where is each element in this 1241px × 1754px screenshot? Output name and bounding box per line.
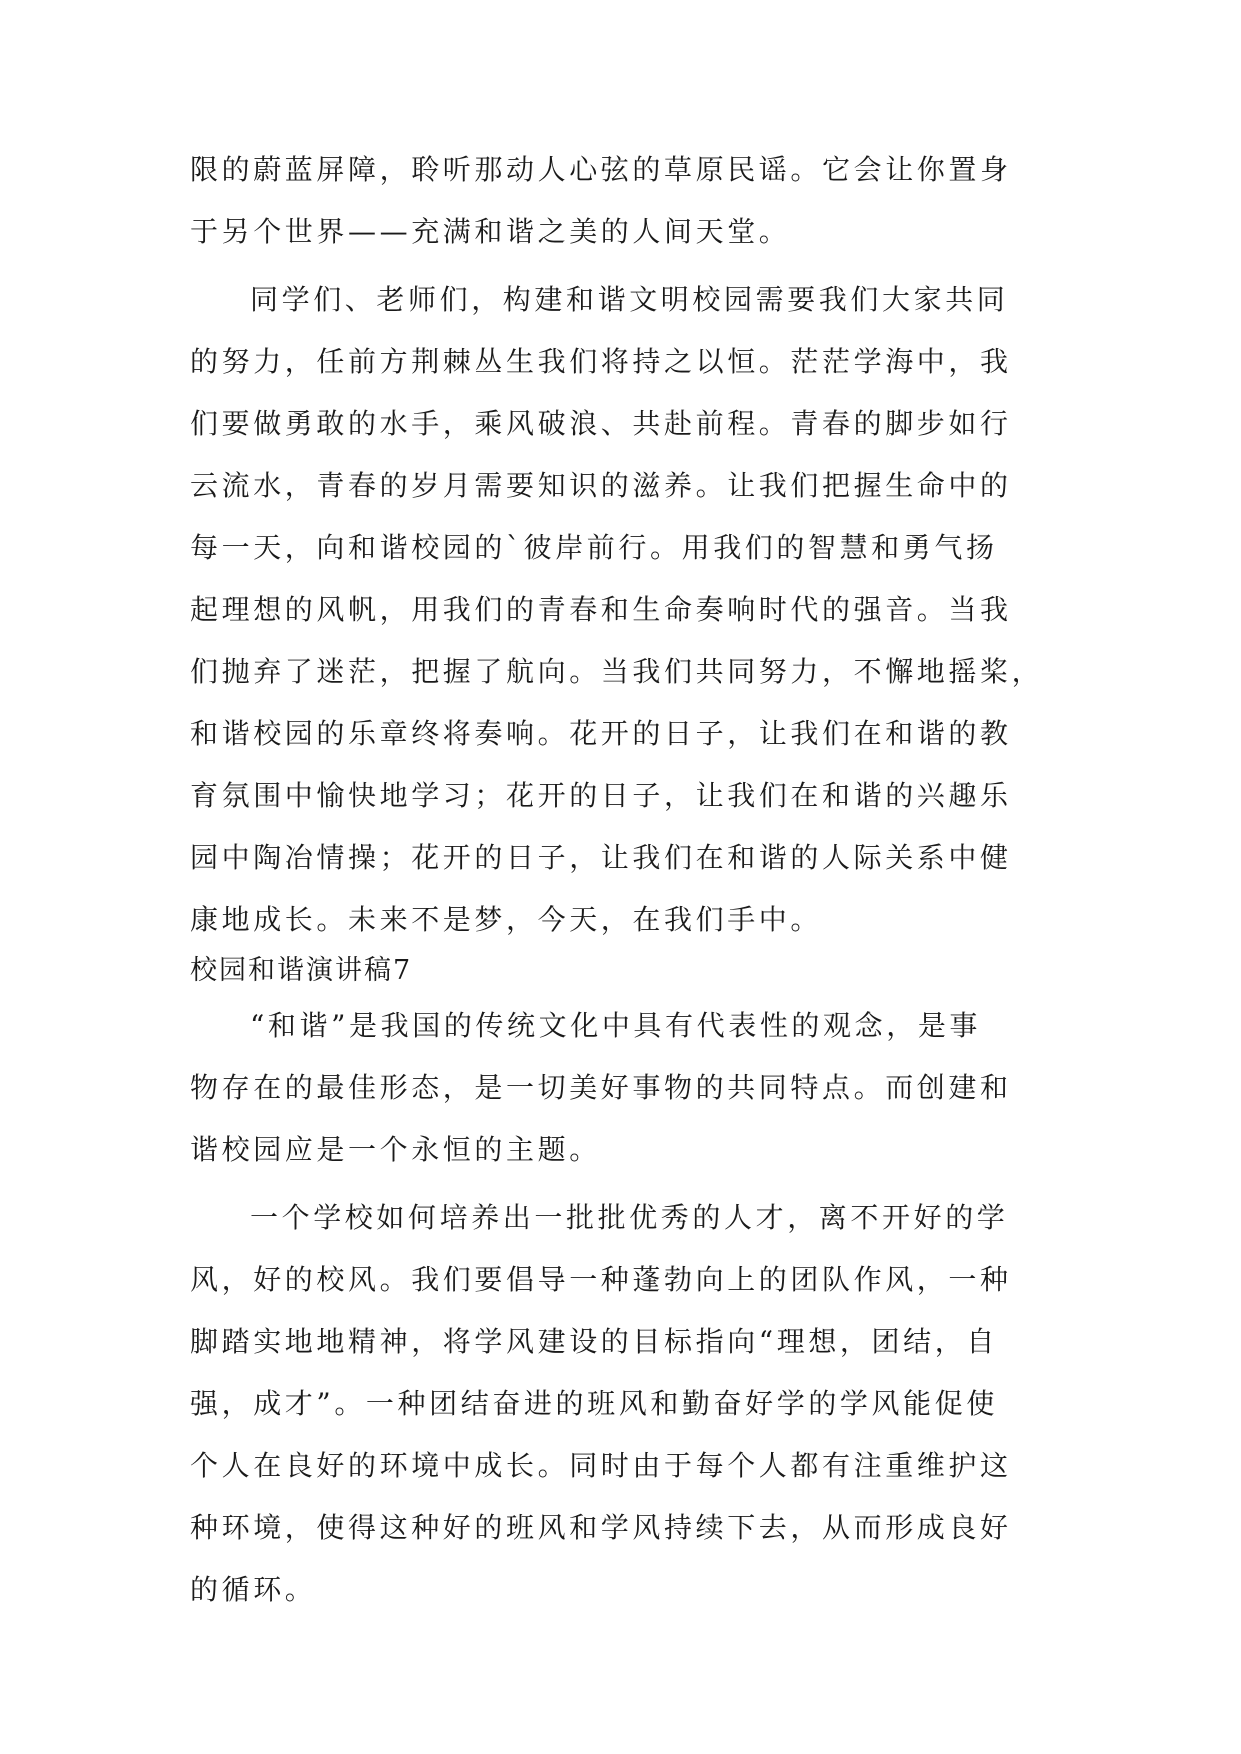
paragraph-line: 育氛围中愉快地学习；花开的日子，让我们在和谐的兴趣乐	[190, 779, 1012, 812]
paragraph-line: 风，好的校风。我们要倡导一种蓬勃向上的团队作风，一种	[190, 1263, 1012, 1296]
paragraph-line: 谐校园应是一个永恒的主题。	[190, 1133, 601, 1166]
paragraph-line: 脚踏实地地精神，将学风建设的目标指向“理想，团结，自	[190, 1325, 998, 1358]
paragraph-line: 和谐校园的乐章终将奏响。花开的日子，让我们在和谐的教	[190, 717, 1012, 750]
paragraph-line: 云流水，青春的岁月需要知识的滋养。让我们把握生命中的	[190, 469, 1012, 502]
paragraph-line: 物存在的最佳形态，是一切美好事物的共同特点。而创建和	[190, 1071, 1012, 1104]
paragraph-line: 于另个世界——充满和谐之美的人间天堂。	[190, 215, 791, 248]
paragraph-line: 的循环。	[190, 1573, 317, 1606]
paragraph-line: 们抛弃了迷茫，把握了航向。当我们共同努力，不懈地摇桨，	[190, 655, 1044, 688]
paragraph-line: 们要做勇敢的水手，乘风破浪、共赴前程。青春的脚步如行	[190, 407, 1012, 440]
paragraph-line: 园中陶冶情操；花开的日子，让我们在和谐的人际关系中健	[190, 841, 1012, 874]
paragraph-line: 起理想的风帆，用我们的青春和生命奏响时代的强音。当我	[190, 593, 1012, 626]
paragraph-line: 每一天，向和谐校园的`彼岸前行。用我们的智慧和勇气扬	[190, 531, 998, 564]
paragraph-line: 的努力，任前方荆棘丛生我们将持之以恒。茫茫学海中，我	[190, 345, 1012, 378]
section-heading: 校园和谐演讲稿7	[190, 955, 413, 986]
paragraph-line: “和谐”是我国的传统文化中具有代表性的观念，是事	[250, 1009, 982, 1042]
paragraph-line: 种环境，使得这种好的班风和学风持续下去，从而形成良好	[190, 1511, 1012, 1544]
paragraph-line: 强，成才”。一种团结奋进的班风和勤奋好学的学风能促使	[190, 1387, 998, 1420]
paragraph-line: 康地成长。未来不是梦，今天，在我们手中。	[190, 903, 823, 936]
paragraph-line: 个人在良好的环境中成长。同时由于每个人都有注重维护这	[190, 1449, 1012, 1482]
paragraph-line: 同学们、老师们，构建和谐文明校园需要我们大家共同	[250, 283, 1009, 316]
paragraph-line: 一个学校如何培养出一批批优秀的人才，离不开好的学	[250, 1201, 1009, 1234]
paragraph-line: 限的蔚蓝屏障，聆听那动人心弦的草原民谣。它会让你置身	[190, 153, 1012, 186]
